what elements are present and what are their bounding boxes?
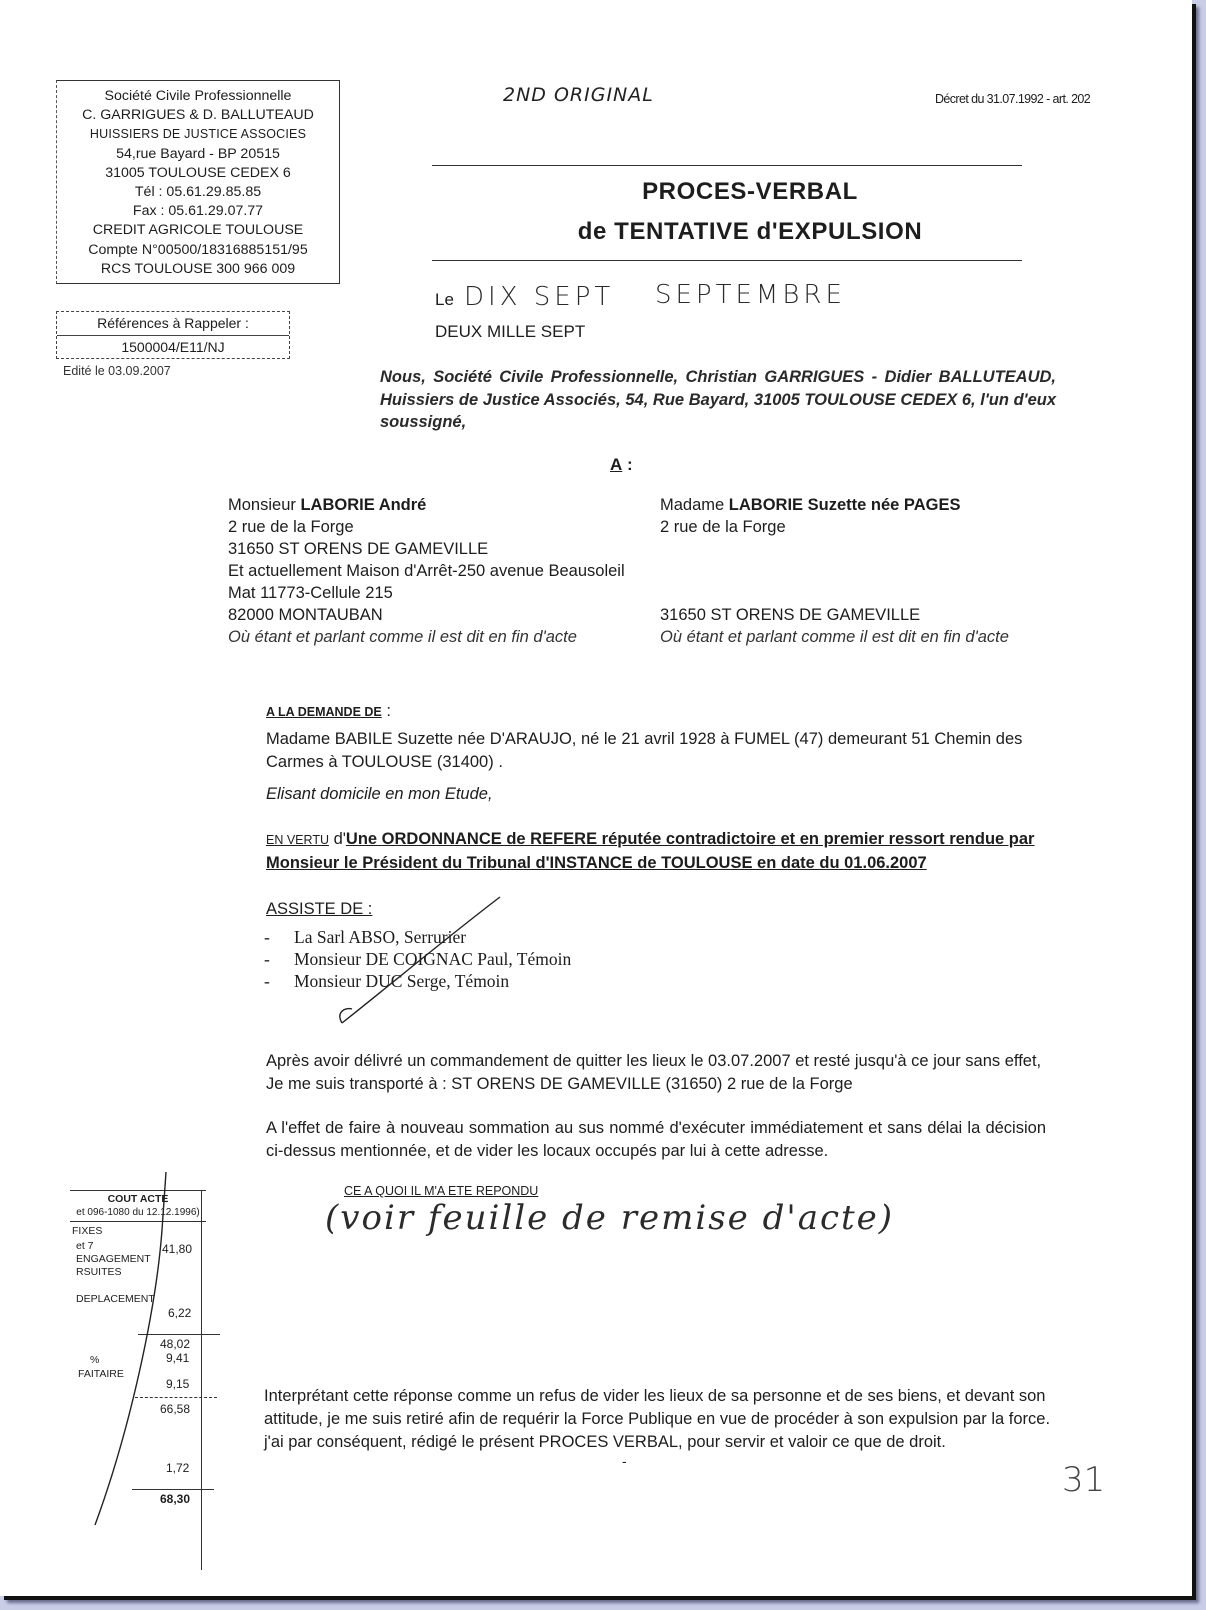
- cost-value: 41,80: [162, 1242, 193, 1256]
- decree-reference: Décret du 31.07.1992 - art. 202: [935, 92, 1091, 106]
- recipient-1: [228, 494, 628, 648]
- recipient-name: LABORIE Suzette née PAGES: [728, 496, 961, 514]
- recipient-2: [660, 494, 1060, 648]
- recipient-address-line: Mat 11773-Cellule 215: [228, 584, 393, 602]
- cost-label: RSUITES: [76, 1266, 122, 1278]
- stamp-line: 54,rue Bayard - BP 20515: [116, 145, 280, 162]
- page-number: 31: [1062, 1460, 1106, 1500]
- date-year: DEUX MILLE SEPT: [435, 322, 586, 341]
- demande-colon: :: [381, 702, 391, 720]
- bailiff-stamp: [56, 80, 340, 284]
- recipient-address-line: 31650 ST ORENS DE GAMEVILLE: [228, 540, 489, 558]
- references-value: 1500004/E11/NJ: [57, 335, 289, 359]
- cost-table-subtitle: et 096-1080 du 12.12.1996): [76, 1207, 200, 1218]
- stamp-line: RCS TOULOUSE 300 966 009: [100, 260, 296, 277]
- original-mark: 2ND ORIGINAL: [503, 84, 654, 106]
- cost-total1: 66,58: [160, 1402, 191, 1416]
- stamp-line: C. GARRIGUES & D. BALLUTEAUD: [82, 107, 314, 124]
- recipient-address-line: 82000 MONTAUBAN: [228, 606, 383, 624]
- assiste-item: - Monsieur DUC Serge, Témoin: [294, 970, 571, 992]
- demande-domicile: Elisant domicile en mon Etude,: [266, 785, 493, 803]
- references-box: [56, 311, 290, 359]
- stamp-line: Tél : 05.61.29.85.85: [134, 184, 262, 201]
- vertu-text: Une ORDONNANCE de REFERE réputée contradictoire et en premier ressort rendue par Monsieur le Président du Tribunal d'INSTANCE de TOULOUSE en date du 01.06.2007: [266, 830, 1035, 872]
- cost-value: 9,41: [166, 1351, 190, 1365]
- cost-table-border: [201, 1190, 202, 1570]
- transport-line: Je me suis transporté à : ST ORENS DE GAMEVILLE (31650) 2 rue de la Forge: [266, 1075, 853, 1093]
- reponse-label: CE A QUOI IL M'A ETE REPONDU: [344, 1184, 539, 1198]
- stamp-line: Fax : 05.61.29.07.77: [132, 203, 264, 220]
- a-colon: :: [622, 455, 633, 474]
- transport-line: Après avoir délivré un commandement de quitter les lieux le 03.07.2007 et resté jusqu'à ce jour sans effet,: [266, 1052, 1042, 1070]
- demande-label: A LA DEMANDE DE: [266, 705, 382, 719]
- stamp-line: HUISSIERS DE JUSTICE ASSOCIES: [89, 127, 307, 142]
- recipient-address-line: 31650 ST ORENS DE GAMEVILLE: [660, 606, 921, 624]
- edited-date: Edité le 03.09.2007: [63, 364, 171, 378]
- assiste-item: - La Sarl ABSO, Serrurier: [294, 926, 571, 948]
- recipient-civility: Madame: [660, 496, 725, 514]
- divider: [432, 260, 1022, 261]
- references-label: Références à Rappeler :: [97, 315, 249, 331]
- demande-section: [266, 700, 1046, 806]
- vertu-label: EN VERTU: [266, 833, 329, 847]
- cost-table-title: COUT ACTE: [107, 1193, 169, 1205]
- recipient-address-line: Et actuellement Maison d'Arrêt-250 avenue Beausoleil: [228, 562, 625, 580]
- cost-value: 9,15: [166, 1377, 190, 1391]
- handwritten-response: (voir feuille de remise d'acte): [325, 1198, 895, 1238]
- handwritten-month: SEPTEMBRE: [655, 280, 846, 310]
- intro-paragraph: Nous, Société Civile Professionnelle, Christian GARRIGUES - Didier BALLUTEAUD, Huissiers de Justice Associés, 54, Rue Bayard, 31005 TOULOUSE CEDEX 6, l'un d'eux soussigné,: [380, 368, 1056, 431]
- recipients-heading: [610, 455, 633, 475]
- cost-total: 68,30: [160, 1492, 191, 1506]
- recipient-note: Où étant et parlant comme il est dit en fin d'acte: [660, 628, 1009, 646]
- handwritten-day: DIX SEPT: [464, 282, 615, 312]
- divider: [432, 165, 1022, 166]
- cost-label: %: [90, 1354, 100, 1366]
- date-prefix: Le: [435, 290, 454, 309]
- stamp-line: CREDIT AGRICOLE TOULOUSE: [92, 222, 304, 239]
- stamp-line: Compte N°00500/18316885151/95: [88, 241, 308, 258]
- vertu-connector: d': [328, 830, 346, 848]
- recipient-note: Où étant et parlant comme il est dit en fin d'acte: [228, 628, 577, 646]
- assiste-item: - Monsieur DE COIGNAC Paul, Témoin: [294, 948, 571, 970]
- cost-subtotal: 48,02: [160, 1337, 191, 1351]
- cost-label: et 7: [76, 1240, 94, 1252]
- recipient-name: LABORIE André: [300, 496, 427, 514]
- cost-label: FIXES: [72, 1225, 103, 1237]
- transport-paragraph: [266, 1050, 1056, 1096]
- cost-label: ENGAGEMENT: [76, 1253, 151, 1265]
- cost-label: FAITAIRE: [78, 1368, 124, 1380]
- sommation-paragraph: A l'effet de faire à nouveau sommation au sus nommé d'exécuter immédiatement et sans délai la décision ci-dessus mentionnée, et de vider les locaux occupés par lui à cette adresse.: [266, 1119, 1046, 1160]
- document-subtitle: de TENTATIVE d'EXPULSION: [577, 218, 923, 245]
- trailing-mark: -: [622, 1453, 627, 1469]
- stamp-line: 31005 TOULOUSE CEDEX 6: [105, 164, 291, 181]
- strike-through-mark: [330, 895, 505, 1030]
- cost-value: 6,22: [168, 1306, 192, 1320]
- assiste-label: ASSISTE DE :: [266, 900, 373, 918]
- recipient-civility: Monsieur: [228, 496, 296, 514]
- cost-label: DEPLACEMENT: [76, 1293, 155, 1305]
- document-title: PROCES-VERBAL: [642, 178, 858, 205]
- demande-text: Madame BABILE Suzette née D'ARAUJO, né le 21 avril 1928 à FUMEL (47) demeurant 51 Chemin des Carmes à TOULOUSE (31400) .: [266, 730, 1023, 771]
- recipient-address-line: 2 rue de la Forge: [660, 518, 786, 536]
- recipient-address-line: 2 rue de la Forge: [228, 518, 354, 536]
- a-letter: A: [610, 455, 623, 474]
- cost-strike-line: [90, 1170, 180, 1530]
- stamp-line: Société Civile Professionnelle: [104, 88, 292, 104]
- conclusion-paragraph: Interprétant cette réponse comme un refus de vider les lieux de sa personne et de ses biens, et devant son attitude, je me suis retiré afin de requérir la Force Publique en vue de procéder à son expulsion par la force. j'ai par conséquent, rédigé le présent PROCES VERBAL, pour servir et valoir ce que de droit.: [264, 1387, 1051, 1451]
- vertu-section: [266, 828, 1036, 875]
- cost-tax: 1,72: [166, 1461, 190, 1475]
